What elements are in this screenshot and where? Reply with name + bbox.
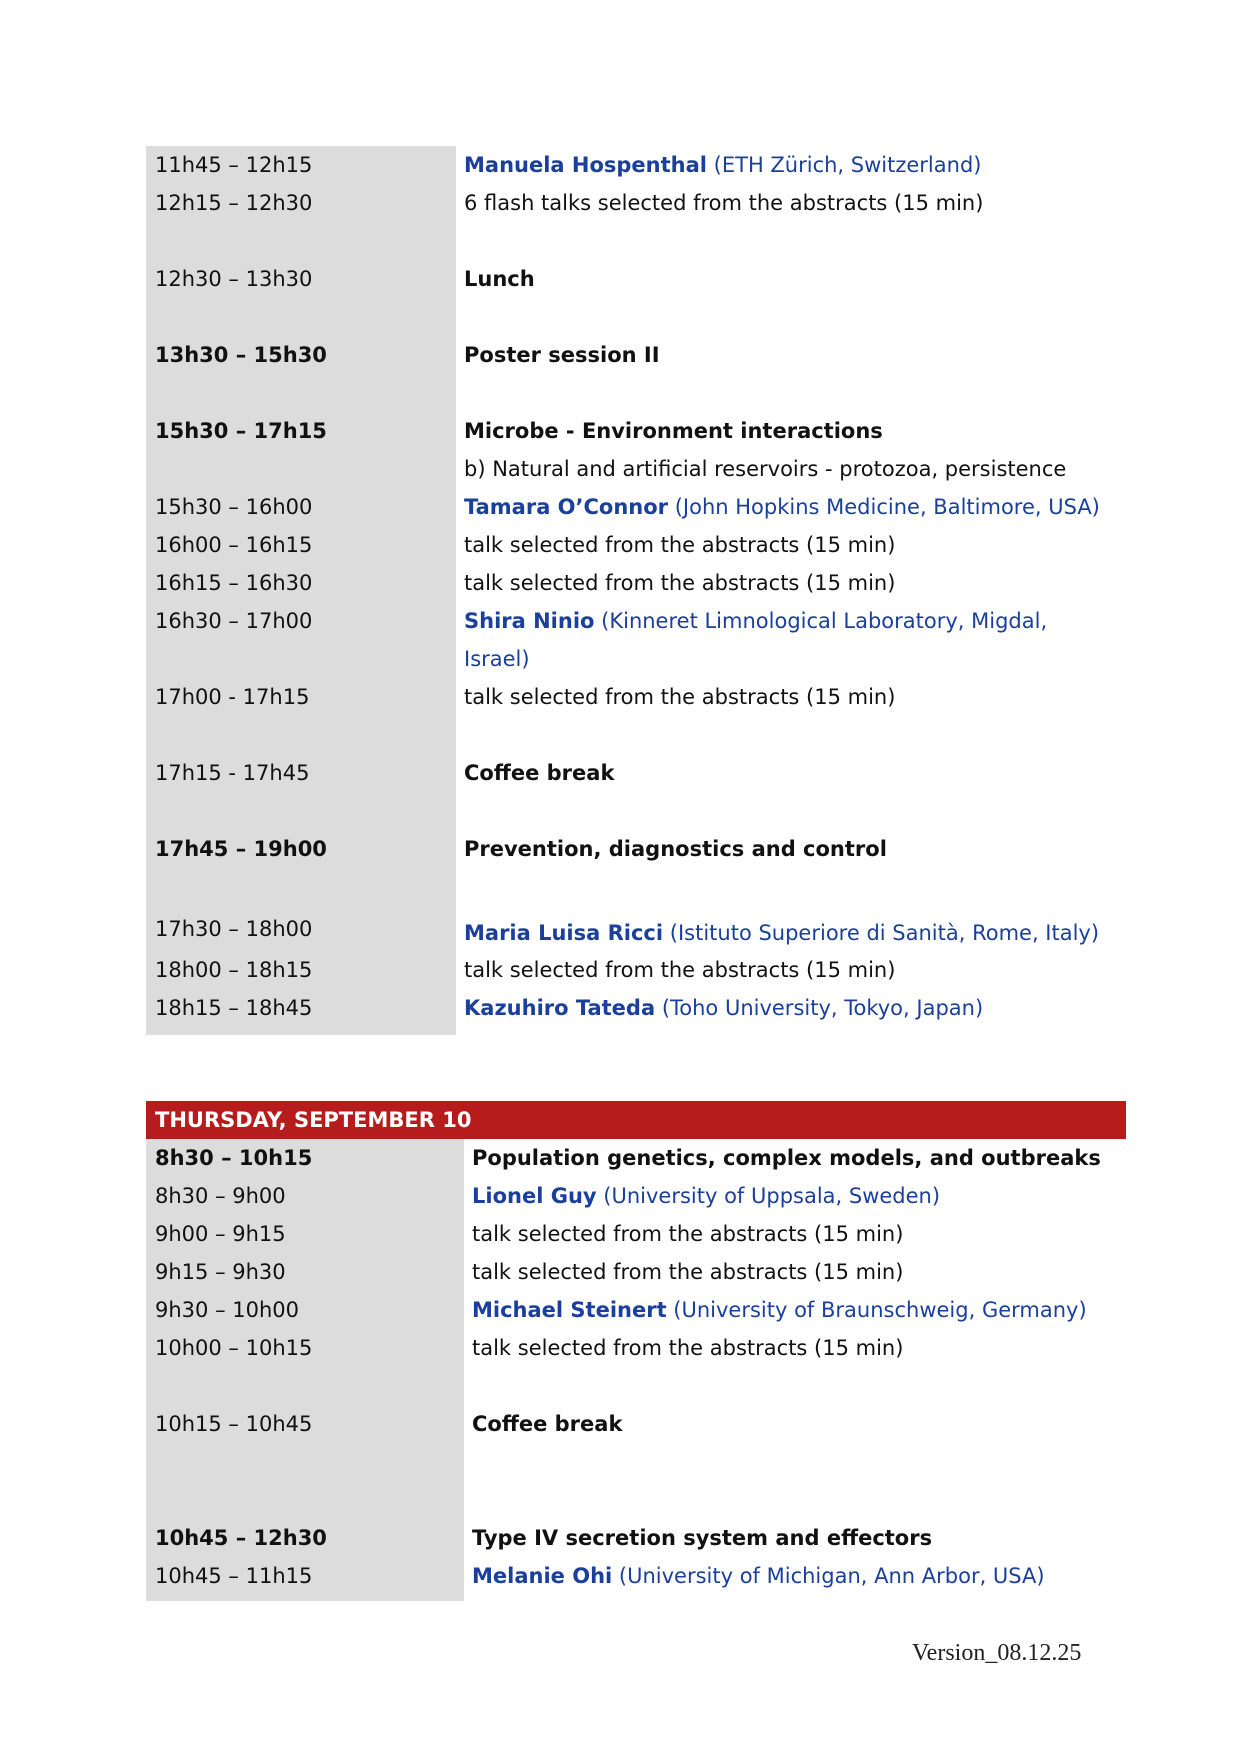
description-cell: 6 flash talks selected from the abstracts (15 min) xyxy=(464,191,984,215)
description-cell xyxy=(464,1291,1126,1329)
time-cell: 10h15 – 10h45 xyxy=(146,1405,464,1443)
spacer-row xyxy=(146,1443,1126,1519)
speaker-name: Michael Steinert xyxy=(472,1298,667,1322)
table-row xyxy=(146,260,1146,298)
spacer-row xyxy=(146,1367,1126,1405)
schedule-table-1 xyxy=(146,146,1146,1035)
table-row xyxy=(146,1215,1126,1253)
table-row xyxy=(146,1557,1126,1601)
time-cell: 9h15 – 9h30 xyxy=(146,1253,464,1291)
version-footer: Version_08.12.25 xyxy=(912,1640,1082,1666)
speaker-affiliation: (Istituto Superiore di Sanità, Rome, Italy) xyxy=(663,921,1100,945)
time-cell xyxy=(146,640,456,678)
description-cell: talk selected from the abstracts (15 min) xyxy=(464,533,896,557)
table-row xyxy=(146,1329,1126,1367)
session-subtitle: b) Natural and artificial reservoirs - protozoa, persistence xyxy=(464,457,1067,481)
table-row xyxy=(146,989,1146,1035)
speaker-name: Manuela Hospenthal xyxy=(464,153,707,177)
time-cell: 13h30 – 15h30 xyxy=(146,336,456,374)
time-cell: 10h00 – 10h15 xyxy=(146,1329,464,1367)
speaker-name: Tamara O’Connor xyxy=(464,495,669,519)
table-row xyxy=(146,412,1146,450)
description-cell xyxy=(456,602,1146,640)
time-cell: 16h15 – 16h30 xyxy=(146,564,456,602)
table-row xyxy=(146,1177,1126,1215)
speaker-name: Maria Luisa Ricci xyxy=(464,921,664,945)
speaker-name: Lionel Guy xyxy=(472,1184,597,1208)
speaker-affiliation: (University of Braunschweig, Germany) xyxy=(666,1298,1087,1322)
description-cell xyxy=(456,989,1146,1035)
table-row xyxy=(146,146,1146,184)
time-cell: 18h00 – 18h15 xyxy=(146,951,456,989)
session-title: Type IV secretion system and effectors xyxy=(472,1526,933,1550)
table-row xyxy=(146,640,1146,678)
description-cell xyxy=(456,906,1146,951)
speaker-affiliation: (University of Michigan, Ann Arbor, USA) xyxy=(612,1564,1045,1588)
table-row xyxy=(146,564,1146,602)
table-row xyxy=(146,1139,1126,1177)
table-row xyxy=(146,336,1146,374)
time-cell: 15h30 – 17h15 xyxy=(146,412,456,450)
time-cell: 17h30 – 18h00 xyxy=(146,906,456,951)
speaker-name: Kazuhiro Tateda xyxy=(464,996,656,1020)
time-cell: 16h30 – 17h00 xyxy=(146,602,456,640)
description-cell xyxy=(456,146,1146,184)
time-cell: 17h00 - 17h15 xyxy=(146,678,456,716)
session-title: Prevention, diagnostics and control xyxy=(464,837,887,861)
table-row xyxy=(146,602,1146,640)
description-cell: talk selected from the abstracts (15 min) xyxy=(472,1260,904,1284)
time-cell: 10h45 – 12h30 xyxy=(146,1519,464,1557)
speaker-affiliation: (ETH Zürich, Switzerland) xyxy=(706,153,982,177)
time-cell: 12h15 – 12h30 xyxy=(146,184,456,222)
session-title: Lunch xyxy=(464,267,535,291)
table-row xyxy=(146,1291,1126,1329)
speaker-affiliation: (Toho University, Tokyo, Japan) xyxy=(655,996,984,1020)
table-row xyxy=(146,488,1146,526)
spacer-row xyxy=(146,716,1146,754)
table-row xyxy=(146,450,1146,488)
time-cell: 17h45 – 19h00 xyxy=(146,830,456,868)
table-row xyxy=(146,830,1146,868)
time-cell: 8h30 – 9h00 xyxy=(146,1177,464,1215)
time-cell: 11h45 – 12h15 xyxy=(146,146,456,184)
time-cell: 15h30 – 16h00 xyxy=(146,488,456,526)
description-cell xyxy=(456,488,1146,526)
time-cell: 17h15 - 17h45 xyxy=(146,754,456,792)
speaker-affiliation-continued: Israel) xyxy=(464,647,530,671)
spacer-row xyxy=(146,868,1146,906)
time-cell: 12h30 – 13h30 xyxy=(146,260,456,298)
spacer-row xyxy=(146,298,1146,336)
session-title: Coffee break xyxy=(464,761,615,785)
session-title: Microbe - Environment interactions xyxy=(464,419,883,443)
description-cell: talk selected from the abstracts (15 min) xyxy=(472,1222,904,1246)
speaker-affiliation: (University of Uppsala, Sweden) xyxy=(596,1184,941,1208)
table-row xyxy=(146,678,1146,716)
speaker-name: Melanie Ohi xyxy=(472,1564,613,1588)
table-row xyxy=(146,184,1146,222)
table-row xyxy=(146,906,1146,951)
day-header: THURSDAY, SEPTEMBER 10 xyxy=(146,1101,1126,1139)
session-title: Population genetics, complex models, and outbreaks xyxy=(472,1146,1101,1170)
description-cell: talk selected from the abstracts (15 min) xyxy=(472,1336,904,1360)
schedule-table-2 xyxy=(146,1101,1126,1601)
description-cell xyxy=(464,1177,1126,1215)
description-cell: talk selected from the abstracts (15 min) xyxy=(464,685,896,709)
description-cell: talk selected from the abstracts (15 min) xyxy=(464,571,896,595)
table-row xyxy=(146,526,1146,564)
time-cell: 8h30 – 10h15 xyxy=(146,1139,464,1177)
table-row xyxy=(146,1253,1126,1291)
description-cell: talk selected from the abstracts (15 min) xyxy=(464,958,896,982)
session-title: Poster session II xyxy=(464,343,660,367)
spacer-row xyxy=(146,792,1146,830)
speaker-affiliation: (Kinneret Limnological Laboratory, Migdal, xyxy=(594,609,1048,633)
time-cell xyxy=(146,450,456,488)
time-cell: 18h15 – 18h45 xyxy=(146,989,456,1035)
speaker-affiliation: (John Hopkins Medicine, Baltimore, USA) xyxy=(668,495,1100,519)
table-row xyxy=(146,951,1146,989)
spacer-row xyxy=(146,374,1146,412)
table-row xyxy=(146,1405,1126,1443)
table-row xyxy=(146,754,1146,792)
speaker-name: Shira Ninio xyxy=(464,609,595,633)
time-cell: 16h00 – 16h15 xyxy=(146,526,456,564)
spacer-row xyxy=(146,222,1146,260)
time-cell: 10h45 – 11h15 xyxy=(146,1557,464,1601)
table-row xyxy=(146,1519,1126,1557)
session-title: Coffee break xyxy=(472,1412,623,1436)
description-cell xyxy=(464,1557,1126,1601)
time-cell: 9h00 – 9h15 xyxy=(146,1215,464,1253)
time-cell: 9h30 – 10h00 xyxy=(146,1291,464,1329)
